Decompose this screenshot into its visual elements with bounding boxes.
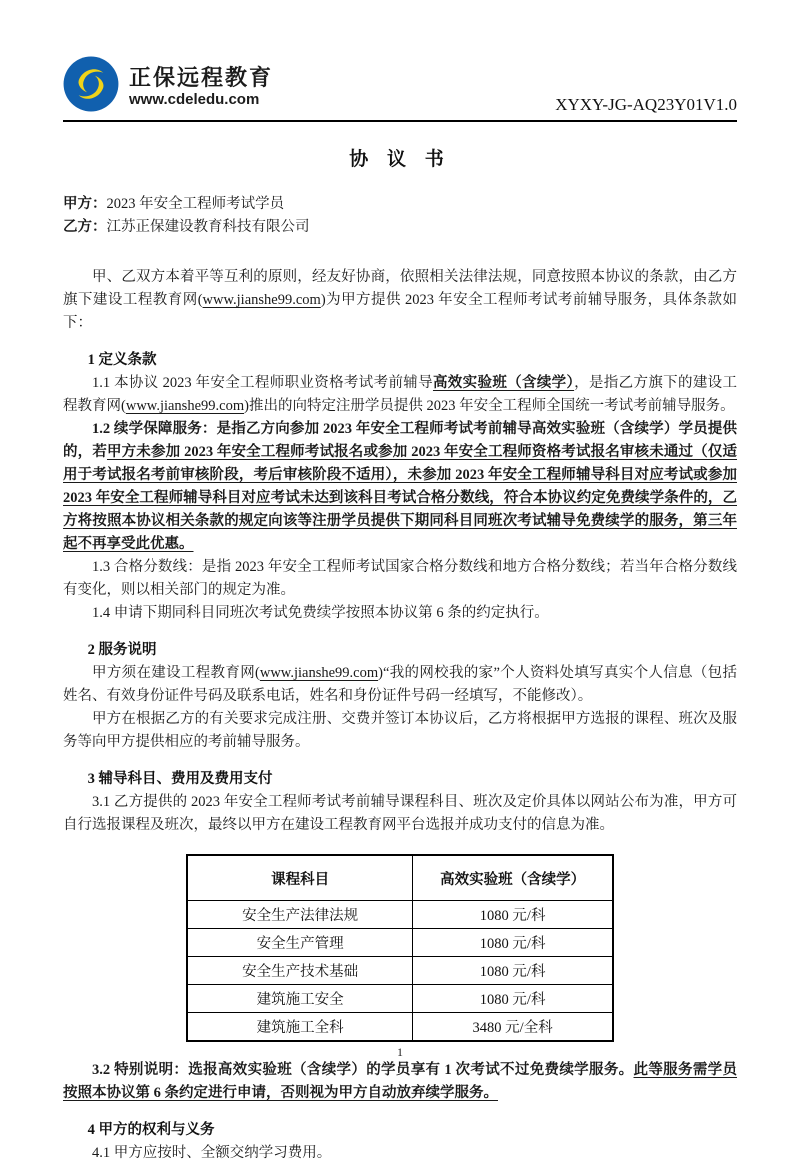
subject-cell: 建筑施工安全 xyxy=(187,985,413,1013)
clause-3-2-bold: 3.2 特别说明：选报高效实验班（含续学）的学员享有 1 次考试不过免费续学服务。 xyxy=(92,1062,634,1078)
clause-1-2-bold: 1.2 续学保障服务：是指乙方向参加 2023 年安全工程师考试考前辅导高效实验班（含续学）学员提供的，若 xyxy=(63,421,737,460)
section-4-heading: 4 甲方的权利与义务 xyxy=(87,1122,215,1138)
subject-cell: 建筑施工全科 xyxy=(187,1013,413,1042)
party-a-line xyxy=(63,193,737,216)
brand-website: www.cdeledu.com xyxy=(129,90,260,108)
table-row xyxy=(187,1013,613,1042)
jianshe-url: www.jianshe99.com xyxy=(125,398,245,414)
fee-table-header-subject: 课程科目 xyxy=(187,855,413,901)
price-cell: 1080 元/科 xyxy=(413,957,613,985)
section-1-heading: 1 定义条款 xyxy=(87,352,157,368)
clause-1-3: 1.3 合格分数线：是指 2023 年安全工程师考试国家合格分数线和地方合格分数线；若当年合格分数线有变化，则以相关部门的规定为准。 xyxy=(63,559,737,598)
clause-1-1-mid: ，是指乙方旗下的建设工程教育网( xyxy=(63,375,738,414)
clause-2-1-text: 甲方须在建设工程教育网( xyxy=(92,665,260,681)
brand-name: 正保远程教育 xyxy=(129,65,274,91)
party-b-line xyxy=(63,216,737,239)
fee-table xyxy=(186,854,614,1042)
price-cell: 3480 元/全科 xyxy=(413,1013,613,1042)
swirl-circle-icon xyxy=(63,56,119,117)
party-b-value: 江苏正保建设教育科技有限公司 xyxy=(106,219,310,235)
clause-3-2 xyxy=(63,1059,737,1105)
clause-2-2: 甲方在根据乙方的有关要求完成注册、交费并签订本协议后，乙方将根据甲方选报的课程、班次及服务等向甲方提供相应的考前辅导服务。 xyxy=(63,711,737,750)
document-title: 协 议 书 xyxy=(349,149,451,170)
clause-2-1 xyxy=(63,662,737,708)
document-header xyxy=(63,0,737,122)
table-row xyxy=(187,957,613,985)
clause-3-1: 3.1 乙方提供的 2023 年安全工程师考试考前辅导课程科目、班次及定价具体以网站公布为准，甲方可自行选报课程及班次，最终以甲方在建设工程教育网平台选报并成功支付的信息为准。 xyxy=(63,794,737,833)
parties-block xyxy=(63,193,737,239)
clause-1-1-text: 1.1 本协议 2023 年安全工程师职业资格考试考前辅导 xyxy=(92,375,433,391)
clause-1-2-bold-underline: 甲方未参加 2023 年安全工程师考试报名或参加 2023 年安全工程师资格考试报名审核未通过（仅适用于考试报名考前审核阶段，考后审核阶段不适用），未参加 2023 年安全工程师辅导科目对应考试或参加 2023 年安全工程师辅导科目对应考试未达到该科目考试合格分数线，符合本协议约定免费续学条件的，乙方将按照本协议相关条款的规定向该等注册学员提供下期同科目同班次考试辅导免费续学的服务，第三年起不再享受此优惠。 xyxy=(63,444,738,552)
party-a-value: 2023 年安全工程师考试学员 xyxy=(106,196,285,212)
document-number: XYXY-JG-AQ23Y01V1.0 xyxy=(555,95,737,114)
subject-cell: 安全生产技术基础 xyxy=(187,957,413,985)
intro-paragraph xyxy=(63,266,737,335)
price-cell: 1080 元/科 xyxy=(413,985,613,1013)
intro-text-end: )为甲方提供 2023 年安全工程师考试考前辅导服务，具体条款如下： xyxy=(63,292,738,331)
clause-3-2-bold-underline: 此等服务需学员按照本协议第 6 条约定进行申请，否则视为甲方自动放弃续学服务。 xyxy=(63,1062,738,1101)
clause-1-1-end: )推出的向特定注册学员提供 2023 年安全工程师全国统一考试考前辅导服务。 xyxy=(244,398,735,414)
party-b-label: 乙方： xyxy=(63,219,107,235)
price-cell: 1080 元/科 xyxy=(413,901,613,929)
clause-1-4: 1.4 申请下期同科目同班次考试免费续学按照本协议第 6 条的约定执行。 xyxy=(92,605,549,621)
table-row xyxy=(187,985,613,1013)
fee-table-header-row xyxy=(187,855,613,901)
table-row xyxy=(187,901,613,929)
subject-cell: 安全生产管理 xyxy=(187,929,413,957)
brand-text xyxy=(129,65,273,108)
fee-table-header-class: 高效实验班（含续学） xyxy=(413,855,613,901)
brand-logo xyxy=(63,56,273,117)
jianshe-url: www.jianshe99.com xyxy=(202,292,321,308)
page-number: 1 xyxy=(397,1045,403,1059)
clause-2-1-end: )“我的网校我的家”个人资料处填写真实个人信息（包括姓名、有效身份证件号码及联系电话，姓名和身份证件号码一经填写，不能修改）。 xyxy=(63,665,738,704)
price-cell: 1080 元/科 xyxy=(413,929,613,957)
intro-text: 甲、乙双方本着平等互利的原则，经友好协商，依照相关法律法规，同意按照本协议的条款，由乙方旗下建设工程教育网( xyxy=(63,269,737,308)
table-row xyxy=(187,929,613,957)
subject-cell: 安全生产法律法规 xyxy=(187,901,413,929)
class-name-emphasis: 高效实验班（含续学） xyxy=(432,375,575,391)
clause-4-1: 4.1 甲方应按时、全额交纳学习费用。 xyxy=(92,1145,332,1161)
clause-1-2 xyxy=(63,418,737,556)
jianshe-url: www.jianshe99.com xyxy=(259,665,379,681)
clause-1-1 xyxy=(63,372,737,418)
section-3-heading: 3 辅导科目、费用及费用支付 xyxy=(87,771,273,787)
section-2-heading: 2 服务说明 xyxy=(87,642,157,658)
party-a-label: 甲方： xyxy=(63,196,107,212)
